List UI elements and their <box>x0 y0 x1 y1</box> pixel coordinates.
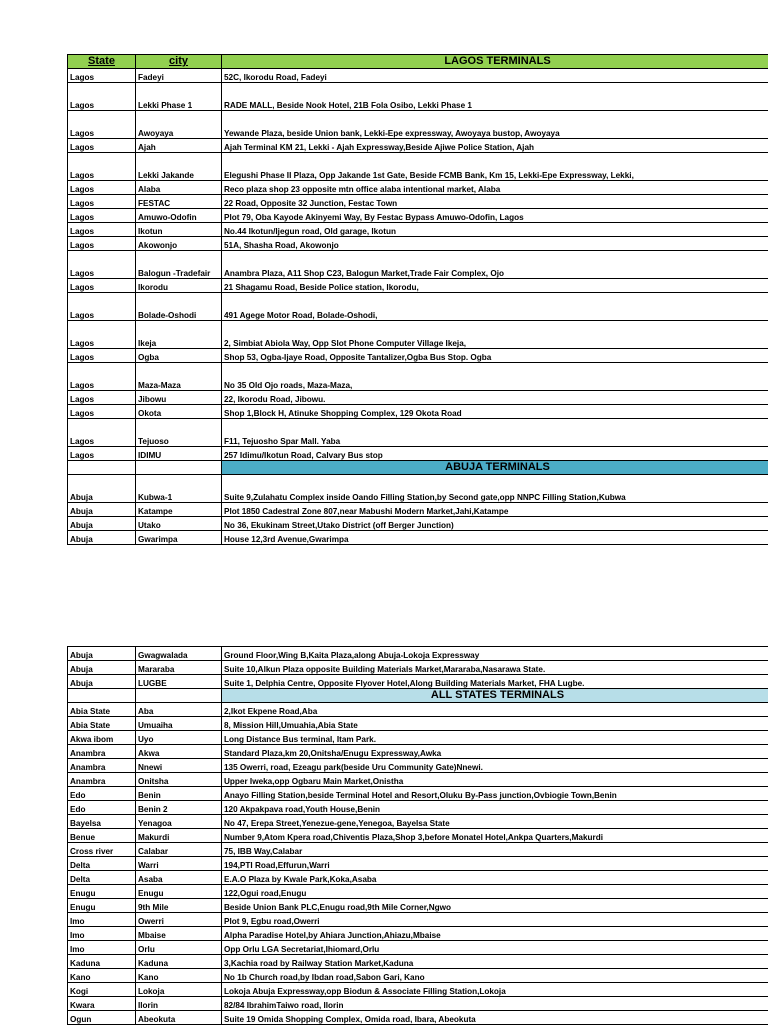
city-cell[interactable]: Benin <box>136 787 222 801</box>
city-cell[interactable]: Maza-Maza <box>136 363 222 391</box>
table-row <box>68 843 768 857</box>
address-cell[interactable]: Number 9,Atom Kpera road,Chiventis Plaza,Shop 3,before Monatel Hotel,Ankpa Quarters,Makurdi <box>222 829 768 843</box>
city-cell[interactable]: Owerri <box>136 913 222 927</box>
city-cell[interactable]: Asaba <box>136 871 222 885</box>
table-row <box>68 857 768 871</box>
address-cell[interactable]: RADE MALL, Beside Nook Hotel, 21B Fola Osibo, Lekki Phase 1 <box>222 83 768 111</box>
address-cell[interactable]: Anayo Filling Station,beside Terminal Hotel and Resort,Oluku By-Pass junction,Ovbiogie Town,Benin <box>222 787 768 801</box>
city-cell[interactable]: Lekki Phase 1 <box>136 83 222 111</box>
address-cell[interactable]: Anambra Plaza, A11 Shop C23, Balogun Market,Trade Fair Complex, Ojo <box>222 251 768 279</box>
table-row <box>68 349 768 363</box>
table-row <box>68 955 768 969</box>
city-cell[interactable]: Abeokuta <box>136 1011 222 1025</box>
state-cell[interactable]: Edo <box>68 787 136 801</box>
table-row <box>68 941 768 955</box>
state-cell[interactable]: Imo <box>68 913 136 927</box>
city-cell[interactable]: Katampe <box>136 503 222 517</box>
table-row <box>68 913 768 927</box>
state-cell[interactable]: Lagos <box>68 181 136 195</box>
state-cell[interactable]: Lagos <box>68 321 136 349</box>
state-cell[interactable]: Lagos <box>68 293 136 321</box>
empty-cell[interactable] <box>68 461 136 475</box>
table-row <box>68 773 768 787</box>
city-cell[interactable]: Yenagoa <box>136 815 222 829</box>
city-cell[interactable]: Okota <box>136 405 222 419</box>
address-cell[interactable]: 120 Akpakpava road,Youth House,Benin <box>222 801 768 815</box>
table-row <box>68 885 768 899</box>
address-cell[interactable]: 75, IBB Way,Calabar <box>222 843 768 857</box>
city-cell[interactable]: Kano <box>136 969 222 983</box>
city-cell[interactable]: Awoyaya <box>136 111 222 139</box>
city-cell[interactable]: Gwarimpa <box>136 531 222 545</box>
table-row <box>68 181 768 195</box>
state-cell[interactable]: Edo <box>68 801 136 815</box>
city-cell[interactable]: Mbaise <box>136 927 222 941</box>
state-cell[interactable]: Lagos <box>68 349 136 363</box>
table-row <box>68 997 768 1011</box>
lagos-abuja-terminals-table <box>67 54 768 545</box>
city-cell[interactable]: Bolade-Oshodi <box>136 293 222 321</box>
city-cell[interactable]: Utako <box>136 517 222 531</box>
state-cell[interactable]: Kano <box>68 969 136 983</box>
address-cell[interactable]: Suite 1, Delphia Centre, Opposite Flyover Hotel,Along Building Materials Market, FHA Lugbe. <box>222 675 768 689</box>
table-row <box>68 871 768 885</box>
table-row <box>68 787 768 801</box>
state-cell[interactable]: Lagos <box>68 223 136 237</box>
table-row <box>68 83 768 111</box>
address-cell[interactable]: Ajah Terminal KM 21, Lekki - Ajah Expressway,Beside Ajiwe Police Station, Ajah <box>222 139 768 153</box>
state-cell[interactable]: Abia State <box>68 703 136 717</box>
table-row <box>68 759 768 773</box>
state-cell[interactable]: Abuja <box>68 647 136 661</box>
lagos-terminals-title[interactable]: LAGOS TERMINALS <box>222 55 768 69</box>
address-cell[interactable]: Lokoja Abuja Expressway,opp Biodun & Associate Filling Station,Lokoja <box>222 983 768 997</box>
table-row <box>68 829 768 843</box>
state-cell[interactable]: Lagos <box>68 405 136 419</box>
city-cell[interactable]: Jibowu <box>136 391 222 405</box>
city-cell[interactable]: Warri <box>136 857 222 871</box>
state-cell[interactable]: Kogi <box>68 983 136 997</box>
address-cell[interactable]: Plot 79, Oba Kayode Akinyemi Way, By Festac Bypass Amuwo-Odofin, Lagos <box>222 209 768 223</box>
address-cell[interactable]: Reco plaza shop 23 opposite mtn office alaba intentional market, Alaba <box>222 181 768 195</box>
table-row <box>68 503 768 517</box>
address-cell[interactable]: 2, Simbiat Abiola Way, Opp Slot Phone Computer Village Ikeja, <box>222 321 768 349</box>
state-cell[interactable]: Lagos <box>68 153 136 181</box>
state-cell[interactable]: Akwa ibom <box>68 731 136 745</box>
state-cell[interactable]: Abuja <box>68 503 136 517</box>
address-cell[interactable]: Plot 9, Egbu road,Owerri <box>222 913 768 927</box>
state-cell[interactable]: Abuja <box>68 675 136 689</box>
state-cell[interactable]: Lagos <box>68 195 136 209</box>
address-cell[interactable]: 22, Ikorodu Road, Jibowu. <box>222 391 768 405</box>
empty-cell[interactable] <box>68 689 136 703</box>
city-cell[interactable]: Gwagwalada <box>136 647 222 661</box>
section-header-row <box>68 461 768 475</box>
address-cell[interactable]: House 12,3rd Avenue,Gwarimpa <box>222 531 768 545</box>
empty-cell[interactable] <box>136 689 222 703</box>
state-cell[interactable]: Lagos <box>68 139 136 153</box>
state-cell[interactable]: Abuja <box>68 661 136 675</box>
state-cell[interactable]: Ogun <box>68 1011 136 1025</box>
city-cell[interactable]: Ajah <box>136 139 222 153</box>
city-cell[interactable]: Tejuoso <box>136 419 222 447</box>
state-cell[interactable]: Lagos <box>68 251 136 279</box>
city-cell[interactable]: Calabar <box>136 843 222 857</box>
city-cell[interactable]: Onitsha <box>136 773 222 787</box>
table-row <box>68 251 768 279</box>
address-cell[interactable]: E.A.O Plaza by Kwale Park,Koka,Asaba <box>222 871 768 885</box>
state-cell[interactable]: Abuja <box>68 517 136 531</box>
section-header-row <box>68 689 768 703</box>
address-cell[interactable]: Suite 9,Zulahatu Complex inside Oando Filling Station,by Second gate,opp NNPC Filling Station,Kubwa <box>222 475 768 503</box>
city-cell[interactable]: 9th Mile <box>136 899 222 913</box>
table-row <box>68 419 768 447</box>
city-cell[interactable]: LUGBE <box>136 675 222 689</box>
state-cell[interactable]: Lagos <box>68 237 136 251</box>
address-cell[interactable]: 491 Agege Motor Road, Bolade-Oshodi, <box>222 293 768 321</box>
address-cell[interactable]: No 36, Ekukinam Street,Utako District (off Berger Junction) <box>222 517 768 531</box>
address-cell[interactable]: Yewande Plaza, beside Union bank, Lekki-Epe expressway, Awoyaya bustop, Awoyaya <box>222 111 768 139</box>
address-cell[interactable]: 82/84 IbrahimTaiwo road, Ilorin <box>222 997 768 1011</box>
city-cell[interactable]: Alaba <box>136 181 222 195</box>
table-row <box>68 899 768 913</box>
address-cell[interactable]: 51A, Shasha Road, Akowonjo <box>222 237 768 251</box>
table-row <box>68 391 768 405</box>
states-terminals-table <box>67 646 768 1025</box>
table-row <box>68 717 768 731</box>
city-cell[interactable]: Ikotun <box>136 223 222 237</box>
city-cell[interactable]: Akowonjo <box>136 237 222 251</box>
address-cell[interactable]: No 47, Erepa Street,Yenezue-gene,Yenegoa, Bayelsa State <box>222 815 768 829</box>
state-cell[interactable]: Abuja <box>68 531 136 545</box>
city-cell[interactable]: Ikorodu <box>136 279 222 293</box>
address-cell[interactable]: F11, Tejuosho Spar Mall. Yaba <box>222 419 768 447</box>
address-cell[interactable]: No.44 Ikotun/Ijegun road, Old garage, Ikotun <box>222 223 768 237</box>
table-row <box>68 293 768 321</box>
table-row <box>68 531 768 545</box>
table-row <box>68 815 768 829</box>
state-cell[interactable]: Anambra <box>68 773 136 787</box>
state-cell[interactable]: Enugu <box>68 899 136 913</box>
table-row <box>68 475 768 503</box>
city-cell[interactable]: Uyo <box>136 731 222 745</box>
table-row <box>68 139 768 153</box>
city-cell[interactable]: Nnewi <box>136 759 222 773</box>
city-cell[interactable]: Amuwo-Odofin <box>136 209 222 223</box>
state-cell[interactable]: Bayelsa <box>68 815 136 829</box>
table-row <box>68 517 768 531</box>
state-cell[interactable]: Abia State <box>68 717 136 731</box>
table-row <box>68 195 768 209</box>
address-cell[interactable]: 8, Mission Hill,Umuahia,Abia State <box>222 717 768 731</box>
section-title[interactable]: ABUJA TERMINALS <box>222 461 768 475</box>
state-cell[interactable]: Cross river <box>68 843 136 857</box>
state-cell[interactable]: Lagos <box>68 391 136 405</box>
table-row <box>68 927 768 941</box>
state-cell[interactable]: Lagos <box>68 111 136 139</box>
city-cell[interactable]: IDIMU <box>136 447 222 461</box>
table-row <box>68 983 768 997</box>
table-row <box>68 237 768 251</box>
state-cell[interactable]: Lagos <box>68 419 136 447</box>
state-cell[interactable]: Imo <box>68 927 136 941</box>
table-row <box>68 111 768 139</box>
state-header[interactable]: State <box>68 55 136 69</box>
address-cell[interactable]: 135 Owerri, road, Ezeagu park(beside Uru Community Gate)Nnewi. <box>222 759 768 773</box>
table-row <box>68 647 768 661</box>
city-cell[interactable]: Kaduna <box>136 955 222 969</box>
city-cell[interactable]: Umuaiha <box>136 717 222 731</box>
city-cell[interactable]: FESTAC <box>136 195 222 209</box>
address-cell[interactable]: 52C, Ikorodu Road, Fadeyi <box>222 69 768 83</box>
city-cell[interactable]: Enugu <box>136 885 222 899</box>
address-cell[interactable]: Standard Plaza,km 20,Onitsha/Enugu Expressway,Awka <box>222 745 768 759</box>
table-row <box>68 731 768 745</box>
state-cell[interactable]: Lagos <box>68 363 136 391</box>
address-cell[interactable]: Long Distance Bus terminal, Itam Park. <box>222 731 768 745</box>
city-cell[interactable]: Orlu <box>136 941 222 955</box>
state-cell[interactable]: Anambra <box>68 745 136 759</box>
state-cell[interactable]: Abuja <box>68 475 136 503</box>
address-cell[interactable]: Upper Iweka,opp Ogbaru Main Market,Onistha <box>222 773 768 787</box>
address-cell[interactable]: Shop 1,Block H, Atinuke Shopping Complex, 129 Okota Road <box>222 405 768 419</box>
address-cell[interactable]: Beside Union Bank PLC,Enugu road,9th Mile Corner,Ngwo <box>222 899 768 913</box>
address-cell[interactable]: 21 Shagamu Road, Beside Police station, Ikorodu, <box>222 279 768 293</box>
address-cell[interactable]: 194,PTI Road,Effurun,Warri <box>222 857 768 871</box>
table-row <box>68 675 768 689</box>
address-cell[interactable]: 122,Ogui road,Enugu <box>222 885 768 899</box>
city-cell[interactable]: Ikeja <box>136 321 222 349</box>
table-row <box>68 69 768 83</box>
address-cell[interactable]: Shop 53, Ogba-Ijaye Road, Opposite Tantalizer,Ogba Bus Stop. Ogba <box>222 349 768 363</box>
state-cell[interactable]: Enugu <box>68 885 136 899</box>
city-cell[interactable]: Balogun -Tradefair <box>136 251 222 279</box>
table-row <box>68 447 768 461</box>
state-cell[interactable]: Kwara <box>68 997 136 1011</box>
city-cell[interactable]: Fadeyi <box>136 69 222 83</box>
state-cell[interactable]: Delta <box>68 857 136 871</box>
table-row <box>68 223 768 237</box>
address-cell[interactable]: Suite 19 Omida Shopping Complex, Omida road, Ibara, Abeokuta <box>222 1011 768 1025</box>
state-cell[interactable]: Delta <box>68 871 136 885</box>
table-row <box>68 1011 768 1025</box>
table-row <box>68 703 768 717</box>
city-cell[interactable]: Kubwa-1 <box>136 475 222 503</box>
city-cell[interactable]: Akwa <box>136 745 222 759</box>
table-row <box>68 321 768 349</box>
address-cell[interactable]: 22 Road, Opposite 32 Junction, Festac Town <box>222 195 768 209</box>
state-cell[interactable]: Lagos <box>68 209 136 223</box>
address-cell[interactable]: No 35 Old Ojo roads, Maza-Maza, <box>222 363 768 391</box>
table-row <box>68 209 768 223</box>
state-cell[interactable]: Kaduna <box>68 955 136 969</box>
state-cell[interactable]: Lagos <box>68 69 136 83</box>
address-cell[interactable]: 2,Ikot Ekpene Road,Aba <box>222 703 768 717</box>
city-cell[interactable]: Makurdi <box>136 829 222 843</box>
table-row <box>68 801 768 815</box>
city-header[interactable]: city <box>136 55 222 69</box>
address-cell[interactable]: Alpha Paradise Hotel,by Ahiara Junction,Ahiazu,Mbaise <box>222 927 768 941</box>
table-row <box>68 745 768 759</box>
address-cell[interactable]: 257 Idimu/Ikotun Road, Calvary Bus stop <box>222 447 768 461</box>
address-cell[interactable]: Elegushi Phase II Plaza, Opp Jakande 1st Gate, Beside FCMB Bank, Km 15, Lekki-Epe Expressway, Lekki, <box>222 153 768 181</box>
header-row <box>68 55 768 69</box>
table-row <box>68 279 768 293</box>
city-cell[interactable]: Benin 2 <box>136 801 222 815</box>
address-cell[interactable]: No 1b Church road,by Ibdan road,Sabon Gari, Kano <box>222 969 768 983</box>
table-row <box>68 363 768 391</box>
state-cell[interactable]: Lagos <box>68 447 136 461</box>
address-cell[interactable]: 3,Kachia road by Railway Station Market,Kaduna <box>222 955 768 969</box>
address-cell[interactable]: Suite 10,Alkun Plaza opposite Building Materials Market,Mararaba,Nasarawa State. <box>222 661 768 675</box>
empty-cell[interactable] <box>136 461 222 475</box>
city-cell[interactable]: Lokoja <box>136 983 222 997</box>
state-cell[interactable]: Benue <box>68 829 136 843</box>
state-cell[interactable]: Lagos <box>68 279 136 293</box>
state-cell[interactable]: Imo <box>68 941 136 955</box>
city-cell[interactable]: Lekki Jakande <box>136 153 222 181</box>
city-cell[interactable]: Ilorin <box>136 997 222 1011</box>
state-cell[interactable]: Lagos <box>68 83 136 111</box>
address-cell[interactable]: Ground Floor,Wing B,Kaita Plaza,along Abuja-Lokoja Expressway <box>222 647 768 661</box>
state-cell[interactable]: Anambra <box>68 759 136 773</box>
table-row <box>68 405 768 419</box>
table-row <box>68 661 768 675</box>
city-cell[interactable]: Ogba <box>136 349 222 363</box>
section-title[interactable]: ALL STATES TERMINALS <box>222 689 768 703</box>
table-row <box>68 969 768 983</box>
city-cell[interactable]: Aba <box>136 703 222 717</box>
table-row <box>68 153 768 181</box>
address-cell[interactable]: Plot 1850 Cadestral Zone 807,near Mabushi Modern Market,Jahi,Katampe <box>222 503 768 517</box>
address-cell[interactable]: Opp Orlu LGA Secretariat,Ihiomard,Orlu <box>222 941 768 955</box>
city-cell[interactable]: Mararaba <box>136 661 222 675</box>
